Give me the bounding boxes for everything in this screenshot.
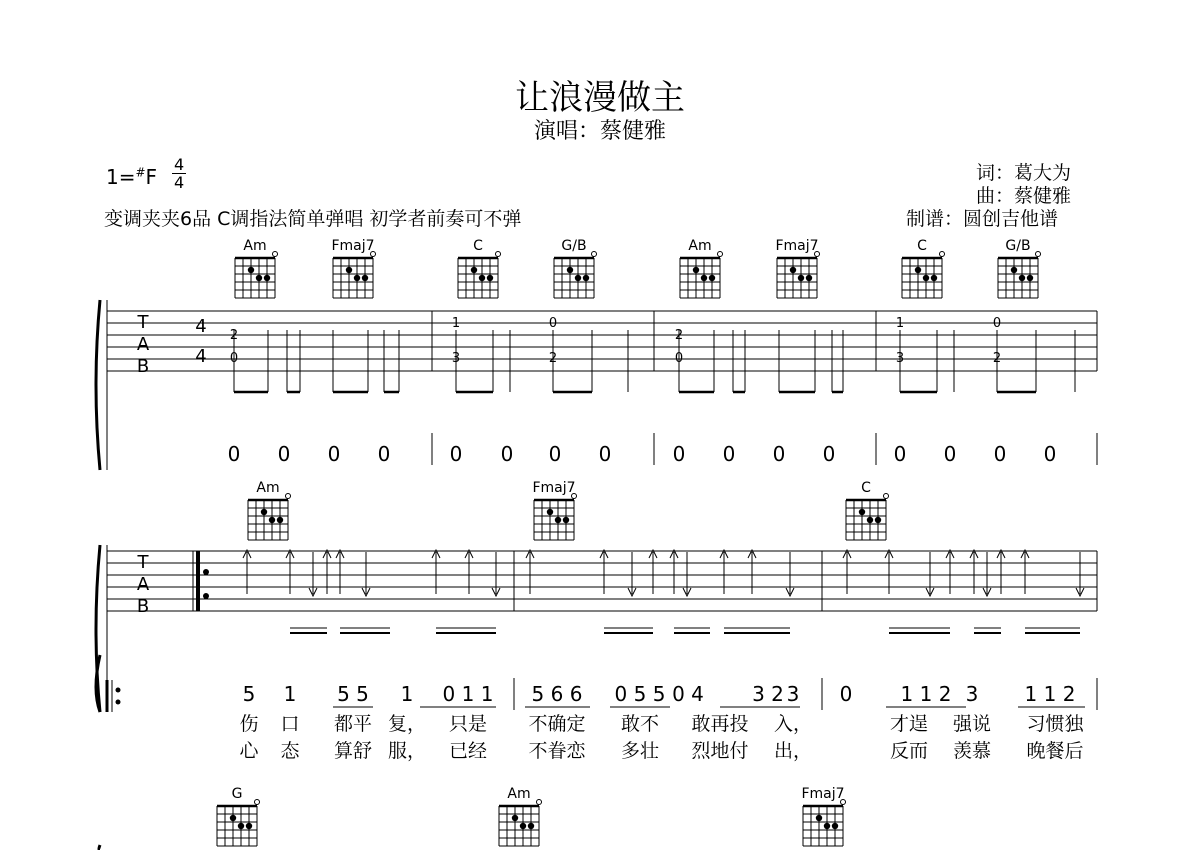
lyric-line-1: 伤 bbox=[239, 713, 259, 735]
lyric-line-2: 心 bbox=[239, 740, 259, 762]
chord-diagram bbox=[998, 238, 1041, 298]
finger-dot bbox=[875, 517, 881, 523]
finger-dot bbox=[230, 815, 236, 821]
finger-dot bbox=[798, 275, 804, 281]
lyric-line-1: 只是 bbox=[448, 713, 488, 735]
chord-name: Fmaj7 bbox=[331, 238, 375, 254]
open-string-mark bbox=[1036, 252, 1041, 257]
numbered-note: 0 bbox=[722, 442, 736, 466]
finger-dot bbox=[816, 815, 822, 821]
chord-diagram bbox=[902, 238, 945, 298]
lyric-line-1: 口 bbox=[280, 713, 300, 735]
numbered-note: 0 bbox=[943, 442, 957, 466]
tab-time-top: 4 bbox=[195, 316, 207, 337]
chord-name: Am bbox=[256, 480, 280, 496]
finger-dot bbox=[487, 275, 493, 281]
finger-dot bbox=[701, 275, 707, 281]
numbered-note: 5 6 6 bbox=[531, 682, 583, 706]
chord-name: Am bbox=[688, 238, 712, 254]
finger-dot bbox=[583, 275, 589, 281]
lyric-line-1: 敢不 bbox=[620, 713, 660, 735]
numbered-note: 3 2 bbox=[752, 682, 784, 706]
lyric-line-1: 敢再投 bbox=[691, 713, 749, 735]
chord-name: Am bbox=[507, 786, 531, 802]
numbered-note: 0 bbox=[672, 442, 686, 466]
text-layer bbox=[137, 312, 1085, 762]
finger-dot bbox=[709, 275, 715, 281]
fret-number: 2 bbox=[674, 328, 684, 343]
composer-credit: 曲：蔡健雅 bbox=[976, 185, 1072, 207]
lyric-line-1: 不确定 bbox=[528, 713, 586, 735]
chord-name: C bbox=[917, 238, 927, 254]
repeat-dot bbox=[116, 700, 121, 705]
key-prefix: 1= bbox=[106, 165, 136, 189]
numbered-note: 0 bbox=[227, 442, 241, 466]
sharp-sign: # bbox=[135, 165, 146, 180]
finger-dot bbox=[923, 275, 929, 281]
chord-diagram bbox=[248, 480, 291, 540]
repeat-dot bbox=[116, 688, 121, 693]
repeat-dot bbox=[203, 569, 209, 575]
numbered-note: 3 bbox=[965, 682, 979, 706]
chord-diagram bbox=[217, 786, 260, 846]
numbered-note: 0 bbox=[893, 442, 907, 466]
lyric-line-2: 算舒 bbox=[333, 740, 373, 762]
capo-note: 变调夹夹6品 C调指法简单弹唱 初学者前奏可不弹 bbox=[104, 208, 522, 230]
finger-dot bbox=[238, 823, 244, 829]
chord-diagram bbox=[331, 238, 375, 298]
chord-diagram bbox=[499, 786, 542, 846]
finger-dot bbox=[479, 275, 485, 281]
lyric-line-2: 多壮 bbox=[620, 740, 660, 762]
time-denominator: 4 bbox=[174, 173, 185, 192]
fret-number: 2 bbox=[229, 328, 239, 343]
finger-dot bbox=[859, 509, 865, 515]
chord-name: G/B bbox=[1005, 238, 1031, 254]
tab-label-b: B bbox=[136, 596, 150, 617]
finger-dot bbox=[563, 517, 569, 523]
tab-label-a: A bbox=[136, 334, 150, 355]
key-note: F bbox=[145, 165, 158, 189]
finger-dot bbox=[264, 275, 270, 281]
numbered-note: 0 bbox=[772, 442, 786, 466]
finger-dot bbox=[471, 267, 477, 273]
numbered-note: 1 1 2 bbox=[1024, 682, 1076, 706]
finger-dot bbox=[931, 275, 937, 281]
open-string-mark bbox=[592, 252, 597, 257]
finger-dot bbox=[867, 517, 873, 523]
staff-layer bbox=[96, 300, 1097, 850]
numbered-note: 0 bbox=[993, 442, 1007, 466]
finger-dot bbox=[693, 267, 699, 273]
fret-number: 0 bbox=[229, 351, 239, 366]
lyric-line-2: 服， bbox=[387, 740, 427, 762]
finger-dot bbox=[1027, 275, 1033, 281]
fret-number: 1 bbox=[895, 316, 905, 331]
finger-dot bbox=[528, 823, 534, 829]
numbered-note: 0 4 bbox=[672, 682, 704, 706]
chord-name: C bbox=[861, 480, 871, 496]
finger-dot bbox=[248, 267, 254, 273]
numbered-note: 1 1 2 bbox=[900, 682, 952, 706]
fret-number: 2 bbox=[548, 351, 558, 366]
finger-dot bbox=[354, 275, 360, 281]
lyric-line-1: 入， bbox=[773, 713, 813, 735]
chord-name: Fmaj7 bbox=[775, 238, 819, 254]
chord-name: C bbox=[473, 238, 483, 254]
numbered-note: 5 5 bbox=[337, 682, 369, 706]
lyric-line-2: 晚餐后 bbox=[1026, 740, 1084, 762]
lyric-line-2: 出， bbox=[773, 740, 813, 762]
lyric-line-1: 都平 bbox=[333, 713, 373, 735]
finger-dot bbox=[246, 823, 252, 829]
numbered-note: 0 bbox=[822, 442, 836, 466]
chord-diagram bbox=[680, 238, 723, 298]
numbered-note: 1 bbox=[400, 682, 414, 706]
finger-dot bbox=[346, 267, 352, 273]
finger-dot bbox=[520, 823, 526, 829]
tab-label-b: B bbox=[136, 356, 150, 377]
lyricist-credit: 词：葛大为 bbox=[976, 162, 1072, 184]
chord-diagram bbox=[235, 238, 278, 298]
numbered-note: 0 5 5 bbox=[614, 682, 666, 706]
finger-dot bbox=[567, 267, 573, 273]
numbered-note: 0 bbox=[500, 442, 514, 466]
tab-label-t: T bbox=[137, 312, 149, 333]
finger-dot bbox=[806, 275, 812, 281]
chord-diagram bbox=[846, 480, 889, 540]
tab-label-t: T bbox=[137, 552, 149, 573]
finger-dot bbox=[256, 275, 262, 281]
transcriber-credit: 制谱：圆创吉他谱 bbox=[906, 208, 1059, 230]
finger-dot bbox=[547, 509, 553, 515]
numbered-note: 0 bbox=[377, 442, 391, 466]
finger-dot bbox=[1011, 267, 1017, 273]
lyric-line-1: 才逞 bbox=[889, 713, 929, 735]
numbered-note: 0 1 1 bbox=[442, 682, 494, 706]
finger-dot bbox=[261, 509, 267, 515]
finger-dot bbox=[915, 267, 921, 273]
chord-diagram bbox=[801, 786, 845, 846]
open-string-mark bbox=[537, 800, 542, 805]
chord-name: G/B bbox=[561, 238, 587, 254]
open-string-mark bbox=[718, 252, 723, 257]
lyric-line-2: 反而 bbox=[889, 740, 929, 762]
chord-diagram bbox=[775, 238, 819, 298]
finger-dot bbox=[277, 517, 283, 523]
numbered-note: 0 bbox=[548, 442, 562, 466]
open-string-mark bbox=[286, 494, 291, 499]
finger-dot bbox=[362, 275, 368, 281]
time-numerator: 4 bbox=[174, 155, 185, 174]
page-title: 让浪漫做主 bbox=[515, 78, 685, 118]
open-string-mark bbox=[273, 252, 278, 257]
finger-dot bbox=[824, 823, 830, 829]
numbered-note: 0 bbox=[1043, 442, 1057, 466]
lyric-line-2: 烈地付 bbox=[691, 740, 749, 762]
tab-time-bottom: 4 bbox=[195, 346, 207, 367]
chord-diagram bbox=[554, 238, 597, 298]
lyric-line-2: 羡慕 bbox=[952, 740, 992, 762]
numbered-note: 1 bbox=[283, 682, 297, 706]
open-string-mark bbox=[255, 800, 260, 805]
numbered-note: 5 bbox=[242, 682, 256, 706]
singer-line: 演唱：蔡健雅 bbox=[533, 119, 666, 144]
lyric-line-1: 强说 bbox=[952, 713, 992, 735]
open-string-mark bbox=[884, 494, 889, 499]
chord-diagram bbox=[532, 480, 576, 540]
lyric-line-2: 已经 bbox=[448, 740, 488, 762]
chord-diagram bbox=[458, 238, 501, 298]
fret-number: 0 bbox=[674, 351, 684, 366]
lyric-line-2: 不眷恋 bbox=[528, 740, 586, 762]
lyric-line-1: 习惯独 bbox=[1026, 713, 1084, 735]
repeat-dot bbox=[203, 593, 209, 599]
fret-number: 0 bbox=[992, 316, 1002, 331]
numbered-note: 0 bbox=[277, 442, 291, 466]
finger-dot bbox=[790, 267, 796, 273]
fret-number: 1 bbox=[451, 316, 461, 331]
chord-name: Fmaj7 bbox=[532, 480, 576, 496]
fret-number: 3 bbox=[895, 351, 905, 366]
lyric-line-2: 态 bbox=[280, 740, 300, 762]
finger-dot bbox=[512, 815, 518, 821]
fret-number: 0 bbox=[548, 316, 558, 331]
finger-dot bbox=[575, 275, 581, 281]
finger-dot bbox=[1019, 275, 1025, 281]
numbered-note: 0 bbox=[598, 442, 612, 466]
numbered-note: 3 bbox=[786, 682, 800, 706]
finger-dot bbox=[832, 823, 838, 829]
numbered-note: 0 bbox=[327, 442, 341, 466]
finger-dot bbox=[555, 517, 561, 523]
chord-name: Am bbox=[243, 238, 267, 254]
chord-name: G bbox=[231, 786, 243, 802]
numbered-note: 0 bbox=[449, 442, 463, 466]
lyric-line-1: 复， bbox=[387, 713, 427, 735]
system-brace bbox=[99, 845, 100, 850]
finger-dot bbox=[269, 517, 275, 523]
fret-number: 2 bbox=[992, 351, 1002, 366]
open-string-mark bbox=[496, 252, 501, 257]
open-string-mark bbox=[940, 252, 945, 257]
fret-number: 3 bbox=[451, 351, 461, 366]
tab-label-a: A bbox=[136, 574, 150, 595]
numbered-note: 0 bbox=[839, 682, 853, 706]
chord-name: Fmaj7 bbox=[801, 786, 845, 802]
system-brace bbox=[96, 300, 100, 470]
